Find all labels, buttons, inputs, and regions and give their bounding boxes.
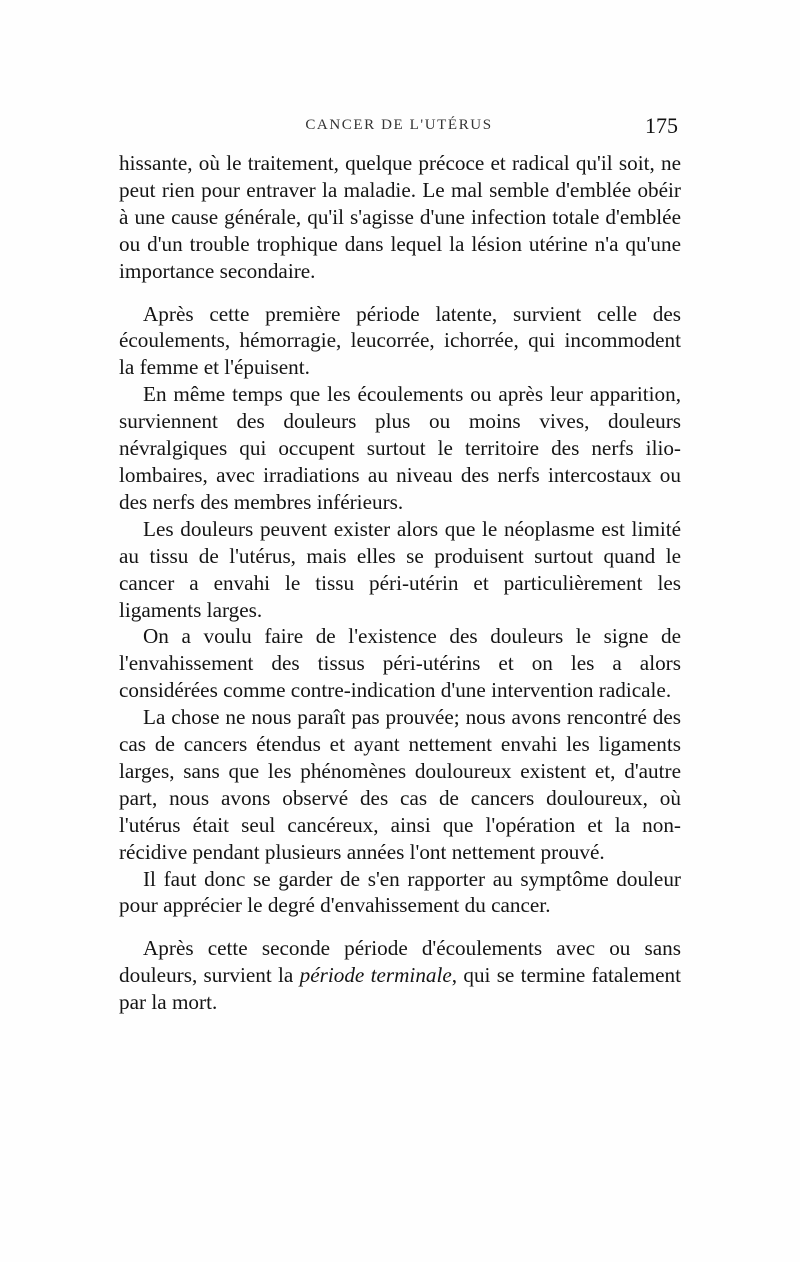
terminal-text-before: Après cette seconde période d'écoulements avec ou sans douleurs, survient la <box>119 936 681 988</box>
paragraph-not-proven: La chose ne nous paraît pas prouvée; nous avons rencontré des cas de cancers étendus et ayant nettement envahi les ligaments larges, sans que les phénomènes douloureux existent et, d'autre part, nous avons observé des cas de cancers douloureux, où l'utérus était seul cancéreux, ainsi que l'opération et la non-récidive pendant plusieurs années l'ont nettement prouvé. <box>119 705 681 864</box>
paragraph-contraindication: On a voulu faire de l'existence des douleurs le signe de l'envahissement des tissus péri-utérins et on les a alors considérées comme contre-indication d'une intervention radicale. <box>119 624 681 703</box>
paragraph-pain-onset: En même temps que les écoulements ou après leur apparition, surviennent des douleurs plus ou moins vives, douleurs névralgiques qui occupent surtout le territoire des nerfs ilio-lombaires, avec irradiations au niveau des nerfs intercostaux ou des nerfs des membres inférieurs. <box>119 382 681 514</box>
running-title: CANCER DE L'UTÉRUS <box>305 117 493 133</box>
page-number: 175 <box>645 113 678 138</box>
paragraph-first-period: Après cette première période latente, survient celle des écoulements, hémorragie, leucorrée, ichorrée, qui incommodent la femme et l'épuisent. <box>119 301 681 380</box>
terminal-text-after: , qui se termine fatalement par la mort. <box>119 963 681 1015</box>
page-header <box>120 113 678 141</box>
paragraph-terminal-period <box>119 935 681 1016</box>
paragraph-pain-extent: Les douleurs peuvent exister alors que le néoplasme est limité au tissu de l'utérus, mais elles se produisent surtout quand le cancer a envahi le tissu péri-utérin et particulièrement les ligaments larges. <box>119 516 681 622</box>
terminal-period-emphasis: période terminale <box>299 963 452 988</box>
paragraph-continuation: hissante, où le traitement, quelque précoce et radical qu'il soit, ne peut rien pour entraver la maladie. Le mal semble d'emblée obéir à une cause générale, qu'il s'agisse d'une infection totale d'emblée ou d'un trouble trophique dans lequel la lésion utérine n'a qu'une importance secondaire. <box>119 151 681 283</box>
paragraph-conclusion: Il faut donc se garder de s'en rapporter au symptôme douleur pour apprécier le degré d'envahissement du cancer. <box>119 866 681 918</box>
body-text <box>119 150 681 1016</box>
